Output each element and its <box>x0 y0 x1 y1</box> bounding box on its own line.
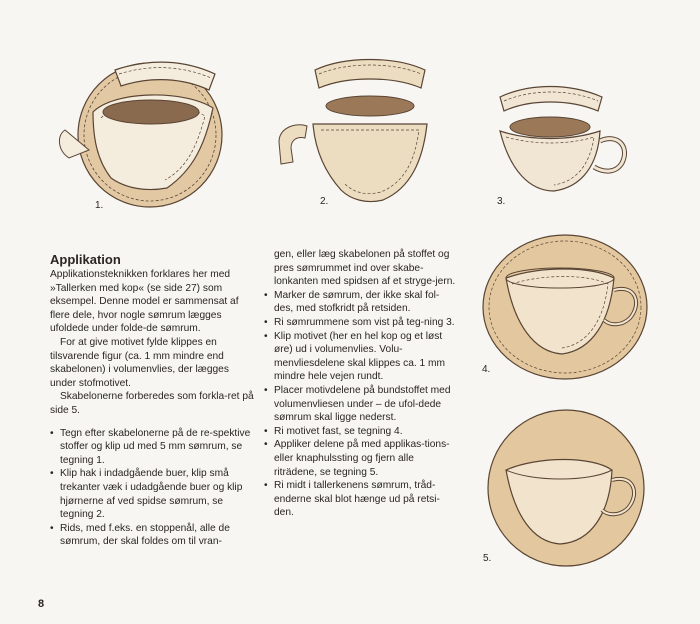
list-item: • Klip hak i indadgående buer, klip små trekanter væk i udadgående buer og klip hjørnerne af ved spidse sømrum, se tegning 2. <box>50 467 255 521</box>
list-item: • Rids, med f.eks. en stoppenål, alle de sømrum, der skal foldes om til vran- <box>50 522 255 549</box>
right-instruction-list <box>264 289 458 520</box>
figure-2-label: 2. <box>320 196 329 207</box>
figure-3-drawing <box>490 75 640 200</box>
list-item: • Ri sømrummene som vist på teg-ning 3. <box>264 316 458 330</box>
continuation-text: gen, eller læg skabelonen på stoffet og pres sømrummet ind over skabe-lonkanten med spidsen af et stryge-jern. <box>274 249 456 288</box>
figure-5-label: 5. <box>483 553 492 564</box>
figure-4-label: 4. <box>482 364 491 375</box>
figure-5-drawing <box>482 408 650 568</box>
left-text-column <box>50 268 255 549</box>
figure-1-drawing <box>55 50 255 210</box>
figure-2-drawing <box>275 50 455 210</box>
list-item: • Ri motivet fast, se tegning 4. <box>264 425 458 439</box>
list-item: • Appliker delene på med applikas-tions- eller knaphulssting og fjern alle riträdene, se tegning 5. <box>264 438 458 479</box>
right-text-column <box>264 248 458 520</box>
section-heading: Applikation <box>50 252 121 267</box>
list-item: • Placer motivdelene på bundstoffet med volumenvliesen under – de ufol-dede sømrum skal ligge nederst. <box>264 384 458 425</box>
volume-paragraph: For at give motivet fylde klippes en tilsvarende figur (ca. 1 mm mindre end skabelonen) i volumenvlies, der lægges under stofmotivet. <box>50 336 229 389</box>
page-number: 8 <box>38 598 45 610</box>
figure-4-drawing <box>480 232 650 382</box>
list-item: • Marker de sømrum, der ikke skal fol-des, med stofkridt på retsiden. <box>264 289 458 316</box>
list-item: • Ri midt i tallerkenens sømrum, tråd-enderne skal blot hænge ud på retsi-den. <box>264 479 458 520</box>
templates-paragraph: Skabelonerne forberedes som forkla-ret på side 5. <box>50 391 254 416</box>
list-item: • Klip motivet (her en hel kop og et løst øre) ud i volumenvlies. Volu-menvliesdelene skal klippes ca. 1 mm mindre hele vejen rundt. <box>264 330 458 384</box>
left-instruction-list <box>50 427 255 549</box>
intro-paragraph: Applikationsteknikken forklares her med »Tallerken med kop« (se side 27) som eksempel. Denne model er sammensat af flere dele, hvor nogle sømrum lægges ufoldede under folde-de sømrum. <box>50 269 239 335</box>
list-item: • Tegn efter skabelonerne på de re-spektive stoffer og klip ud med 5 mm sømrum, se tegning 1. <box>50 427 255 468</box>
figure-3-label: 3. <box>497 196 506 207</box>
figure-1-label: 1. <box>95 200 104 211</box>
